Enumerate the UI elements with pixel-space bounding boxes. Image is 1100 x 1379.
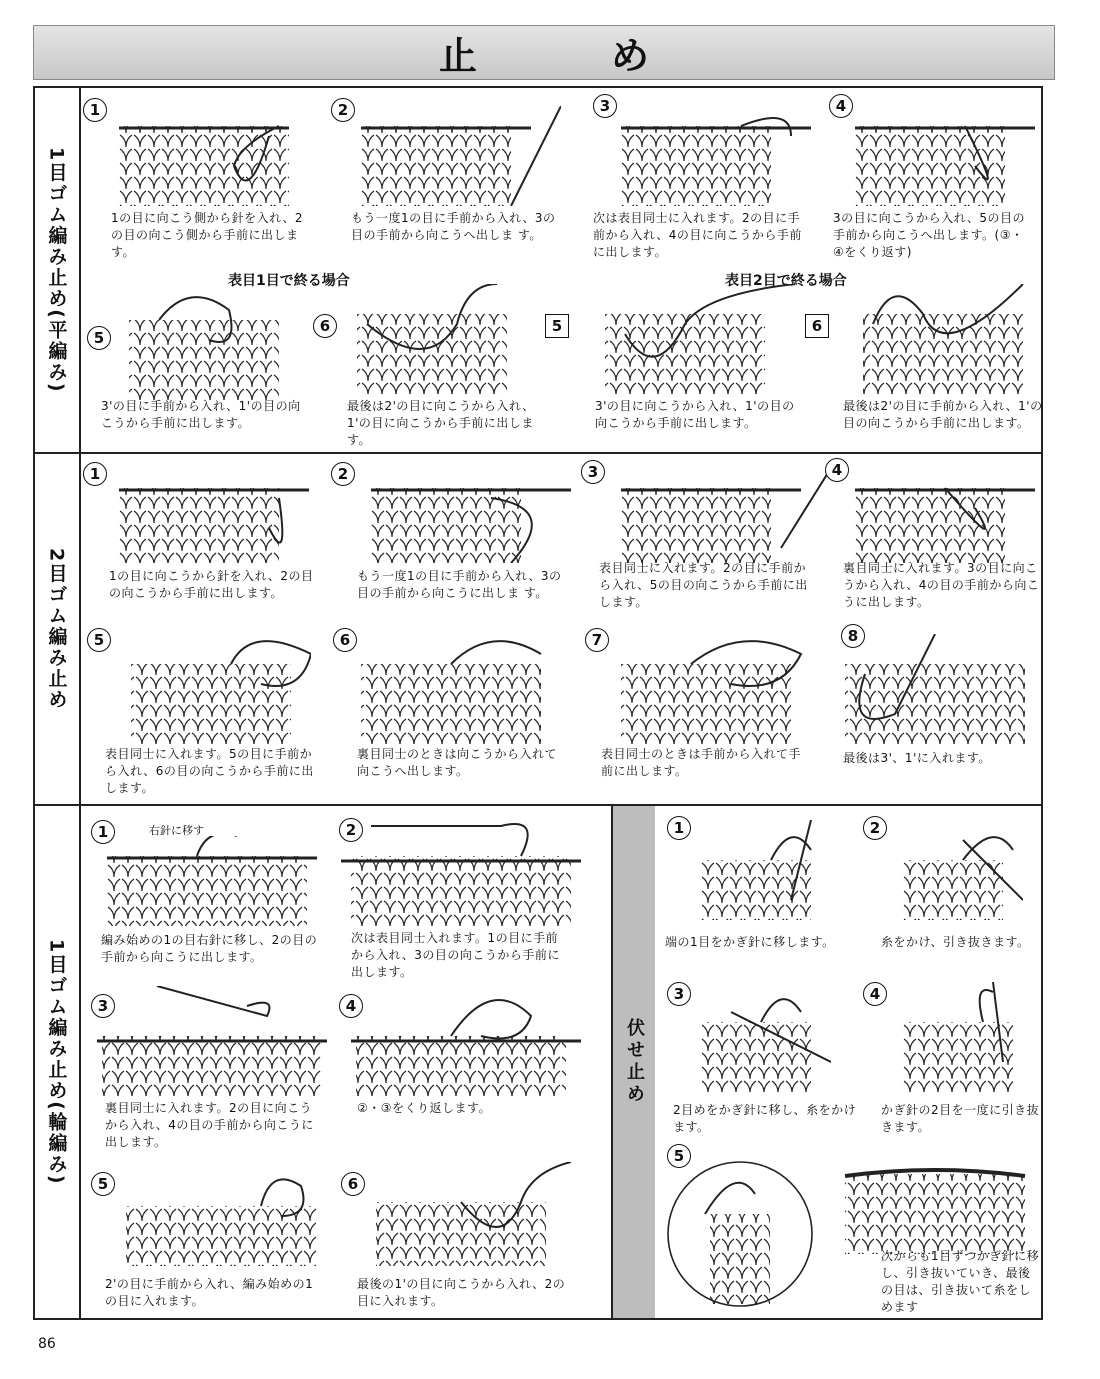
step: [81, 806, 321, 976]
step-caption: 裏目同士に入れます。2の目に向こうから入れ、4の目の手前から向こうに出します。: [105, 1101, 314, 1149]
step: [581, 454, 821, 624]
step-number: 6: [341, 1172, 365, 1196]
title-bar: [33, 25, 1055, 80]
step-caption: 糸をかけ、引き抜きます。: [881, 935, 1030, 949]
step: [661, 976, 857, 1136]
step-caption: 最後の1'の目に向こうから入れ、2の目に入れます。: [357, 1277, 566, 1308]
step-caption: 端の1目をかぎ針に移します。: [665, 935, 835, 949]
page-title: 止 め: [438, 34, 697, 78]
step: [81, 1156, 331, 1320]
step: [825, 88, 1045, 268]
step: [853, 806, 1043, 966]
knitting-illustration: [371, 1162, 571, 1266]
step: [331, 454, 571, 624]
section-2x2-rib: [33, 454, 1043, 806]
step-caption: 表目同士のときは手前から入れて手前に出します。: [601, 747, 802, 778]
step-caption: 1の目に向こうから針を入れ、2の目の向こうから手前に出します。: [109, 569, 314, 600]
step-number: 2: [331, 98, 355, 122]
step-caption: ②・③をくり返します。: [357, 1101, 492, 1115]
knitting-illustration: [119, 106, 289, 206]
step-number: 6: [313, 314, 337, 338]
step-number: 2: [331, 462, 355, 486]
step-number: 3: [667, 982, 691, 1006]
knitting-illustration: [835, 634, 1035, 744]
step-caption: もう一度1の目に手前から入れ、3の目の手前から向こうに出しま す。: [357, 569, 562, 600]
knitting-illustration: [361, 106, 561, 206]
step-number: 5: [545, 314, 569, 338]
knitting-illustration: [121, 1166, 321, 1266]
step-caption: 裏目同士に入れます。3の目に向こうから入れ、4の目の手前から向こうに出します。: [843, 561, 1040, 609]
step-number: 5: [91, 1172, 115, 1196]
step-number: 1: [83, 98, 107, 122]
step-number: 2: [863, 816, 887, 840]
step-caption: 1の目に向こう側から針を入れ、2の目の向こう側から手前に出します。: [111, 211, 303, 259]
step-number: 2: [339, 818, 363, 842]
step-caption: 最後は3'、1'に入れます。: [843, 751, 991, 765]
knitting-illustration: [701, 820, 831, 920]
knitting-illustration: [119, 468, 309, 563]
knitting-illustration: [855, 468, 1035, 563]
knitting-illustration: [611, 634, 811, 744]
step: [331, 806, 591, 979]
step-number: 5: [87, 628, 111, 652]
section-label: 1目ゴム編み止め(輪編み): [45, 938, 68, 1186]
knitting-illustration: [351, 634, 551, 744]
step-number: 4: [825, 458, 849, 482]
knitting-illustration: [843, 284, 1033, 394]
section-label: 伏せ止め: [624, 1018, 645, 1106]
step-number: 6: [805, 314, 829, 338]
knitting-illustration: [371, 468, 571, 563]
step: [81, 976, 331, 1156]
step-caption: 2目めをかぎ針に移し、糸をかけます。: [673, 1103, 857, 1134]
step-caption: 編み始めの1の目右針に移し、2の目の手前から向こうに出します。: [101, 933, 318, 964]
step: [331, 976, 591, 1156]
step-number: 5: [667, 1144, 691, 1168]
step-caption: 裏目同士のときは向こうから入れて向こうへ出します。: [357, 747, 558, 778]
heading-one-knit-end: 表目1目で終る場合: [228, 273, 350, 289]
step-caption: 3'の目に手前から入れ、1'の目の向こうから手前に出します。: [101, 399, 301, 430]
step-number: 4: [339, 994, 363, 1018]
step-caption: 次からも1目ずつかぎ針に移し、引き抜いていき、最後の目は、引き抜いて糸をしめます: [881, 1249, 1040, 1314]
knitting-illustration: [97, 986, 327, 1096]
step-number: 1: [83, 462, 107, 486]
step-number: 3: [91, 994, 115, 1018]
step-caption: 次は表目同士に入れます。2の目に手前から入れ、4の目に向こうから手前に出します。: [593, 211, 802, 259]
section-label-box: [35, 454, 81, 804]
section-label-box: [35, 88, 81, 452]
section-label-box: [35, 806, 81, 1318]
step: [331, 88, 571, 268]
step: [661, 806, 851, 966]
step: [825, 454, 1045, 624]
step-number: 8: [841, 624, 865, 648]
section-label: 2目ゴム編み止め: [45, 547, 68, 711]
step: [545, 284, 805, 454]
knitting-illustration: [621, 106, 821, 206]
knitting-illustration: [347, 284, 527, 394]
step: [307, 284, 547, 454]
step: [81, 284, 321, 454]
step-number: 1: [667, 816, 691, 840]
step: [825, 624, 1045, 804]
knitting-illustration: [119, 290, 299, 400]
step-caption: 最後は2'の目に手前から入れ、1'の目の向こうから手前に出します。: [843, 399, 1043, 430]
step: [81, 88, 321, 268]
step-caption: 最後は2'の目に向こうから入れ、1'の目に向こうから手前に出しま す。: [347, 399, 535, 447]
step-caption: 3の目に向こうから入れ、5の目の手前から向こうへ出します。(③・④をくり返す): [833, 211, 1025, 259]
step-number: 1: [91, 820, 115, 844]
step-number: 4: [863, 982, 887, 1006]
knitting-illustration: [121, 634, 311, 744]
step: [331, 624, 571, 804]
section-bind-off: [613, 806, 1043, 1320]
section-label-box: [613, 806, 655, 1318]
knitting-illustration: [341, 816, 581, 926]
heading-two-knit-end: 表目2目で終る場合: [725, 273, 847, 289]
section-label: 1目ゴム編み止め(平編み): [45, 146, 68, 394]
step-caption: かぎ針の2目を一度に引き抜きます。: [881, 1103, 1040, 1134]
knitting-illustration: [701, 982, 831, 1092]
step-number: 3: [593, 94, 617, 118]
step: [581, 88, 821, 268]
step: [803, 284, 1043, 454]
section-1x1-rib-round: [33, 806, 613, 1320]
step-caption: 3'の目に向こうから入れ、1'の目の向こうから手前に出します。: [595, 399, 795, 430]
knitting-illustration: [107, 836, 317, 926]
step-number: 3: [581, 460, 605, 484]
annotation-label: 右針に移す: [149, 824, 204, 837]
knitting-illustration: [351, 986, 581, 1096]
step-caption: 2'の目に手前から入れ、編み始めの1の目に入れます。: [105, 1277, 314, 1308]
page-number: 86: [38, 1336, 56, 1352]
step-caption: もう一度1の目に手前から入れ、3の目の手前から向こうへ出しま す。: [351, 211, 556, 242]
knitting-illustration: [903, 982, 1023, 1092]
step: [331, 1156, 591, 1320]
step-caption: 表目同士に入れます。2の目に手前から入れ、5の目の向こうから手前に出します。: [599, 561, 808, 609]
knitting-illustration: [595, 284, 795, 394]
knitting-illustration: [621, 468, 831, 563]
step-number: 4: [829, 94, 853, 118]
step-number: 7: [585, 628, 609, 652]
step: [81, 624, 321, 804]
step: [81, 454, 321, 624]
step-caption: 次は表目同士入れます。1の目に手前から入れ、3の目の向こうから手前に出します。: [351, 931, 560, 979]
step-number: 5: [87, 326, 111, 350]
knitting-illustration: [903, 820, 1023, 920]
step: [581, 624, 821, 804]
step-number: 6: [333, 628, 357, 652]
step: [661, 1140, 1041, 1318]
step-caption: 表目同士に入れます。5の目に手前から入れ、6の目の向こうから手前に出します。: [105, 747, 314, 795]
section-1x1-rib-flat: [33, 86, 1043, 454]
step: [853, 976, 1043, 1136]
knitting-illustration: [855, 106, 1035, 206]
